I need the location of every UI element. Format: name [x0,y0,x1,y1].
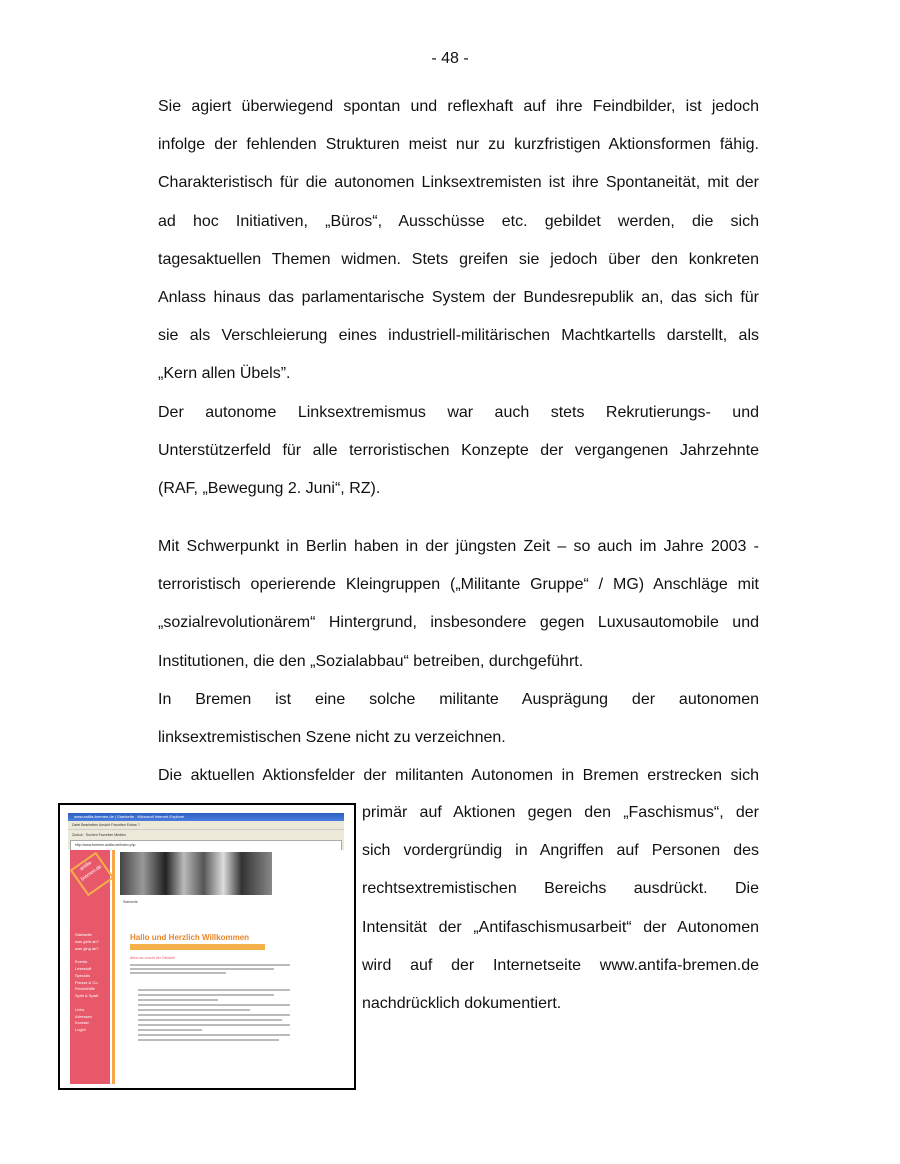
text-line: sich vordergründig in Angriffen auf Personen des [362,842,759,860]
text-line: Charakteristisch für die autonomen Linksextremisten ist ihre Spontaneität, mit der [158,174,759,192]
page-number: - 48 - [431,50,469,67]
text-line: terroristisch operierende Kleingruppen („Militante Gruppe“ / MG) Anschläge mit [158,576,759,594]
text-line: infolge der fehlenden Strukturen meist nur zu kurzfristigen Aktionsformen fähig. [158,136,759,154]
text-line: linksextremistischen Szene nicht zu verzeichnen. [158,728,506,746]
text-line: Der autonome Linksextremismus war auch stets Rekrutierungs- und [158,403,759,421]
text-block-1 [158,88,759,508]
intro-heading: Alles neu macht der Oktober! [130,956,176,960]
text-line: Institutionen, die den „Sozialabbau“ betreiben, durchgeführt. [158,652,584,670]
intro-text-placeholder [130,962,290,1044]
site-nav-item: Lesestoff [75,965,92,971]
breadcrumb: Startseite [123,900,138,904]
text-line: wird auf der Internetseite www.antifa-bremen.de [362,956,759,974]
site-nav-item: Login! [75,1027,86,1033]
browser-window [68,813,344,1084]
text-line: „Kern allen Übels”. [158,365,291,383]
site-nav-item: Startseite [75,932,92,937]
text-line: Intensität der „Antifaschismusarbeit“ der Autonomen [362,918,759,936]
site-nav-item: Links [75,1006,85,1012]
text-line: primär auf Aktionen gegen den „Faschismus“, der [362,804,759,821]
text-line: Anlass hinaus das parlamentarische System der Bundesrepublik an, das sich für [158,288,759,306]
text-line: rechtsextremistischen Bereichs ausdrückt. Die [362,880,759,898]
site-nav-item [75,1000,99,1007]
site-sidebar [70,850,110,1084]
address-bar: http://www.bremen.antifa.net/index.php [70,840,342,851]
text-line: tagesaktuellen Themen widmen. Stets greifen sie jedoch über den konkreten [158,250,759,268]
welcome-heading: Hallo und Herzlich Willkommen [130,933,250,942]
text-block-2 [158,528,759,795]
orange-stripe [112,850,115,1084]
welcome-bar [130,944,265,950]
site-nav-item: Kontakt [75,1020,89,1026]
website-screenshot-figure [58,803,356,1090]
toolbar: Zurück · Suchen Favoriten Medien [68,829,344,840]
text-line: „sozialrevolutionärem“ Hintergrund, insbesondere gegen Luxusautomobile und [158,614,759,632]
site-nav-item: Adressen [75,1013,92,1019]
site-nav-item: Specials [75,972,91,978]
photo-banner [120,852,272,895]
site-nav [75,932,99,1034]
window-title: www.antifa-bremen.de | Startseite - Microsoft Internet Explorer [68,813,344,821]
menu-bar: Datei Bearbeiten Ansicht Favoriten Extras ? [72,823,140,827]
text-line: Mit Schwerpunkt in Berlin haben in der jüngsten Zeit – so auch im Jahre 2003 - [158,538,759,555]
text-line: ad hoc Initiativen, „Büros“, Ausschüsse etc. gebildet werden, die sich [158,212,759,230]
site-nav-item: Rechtshilfe [75,986,95,992]
text-line: (RAF, „Bewegung 2. Juni“, RZ). [158,479,381,497]
text-block-3 [362,794,759,1023]
site-nav-item: was ging ab? [75,945,99,951]
text-line: sie als Verschleierung eines industriell-militärischen Machtkartells darstellt, als [158,327,759,345]
page-content [68,850,344,1084]
text-line: Sie agiert überwiegend spontan und reflexhaft auf ihre Feindbilder, ist jedoch [158,98,759,115]
text-line: Unterstützerfeld für alle terroristischen Konzepte der vergangenen Jahrzehnte [158,441,759,459]
site-nav-item: Events [75,959,88,965]
site-nav-item: Spiel & Spaß [75,993,99,999]
site-nav-item: was geht ab? [75,938,99,944]
site-nav-item [75,952,99,959]
site-nav-item: Presse & Co. [75,979,99,985]
site-logo: antifa-bremen.de [70,852,115,897]
text-line: nachdrücklich dokumentiert. [362,994,562,1012]
text-line: Die aktuellen Aktionsfelder der militanten Autonomen in Bremen erstrecken sich [158,767,759,785]
text-line: In Bremen ist eine solche militante Ausprägung der autonomen [158,690,759,708]
